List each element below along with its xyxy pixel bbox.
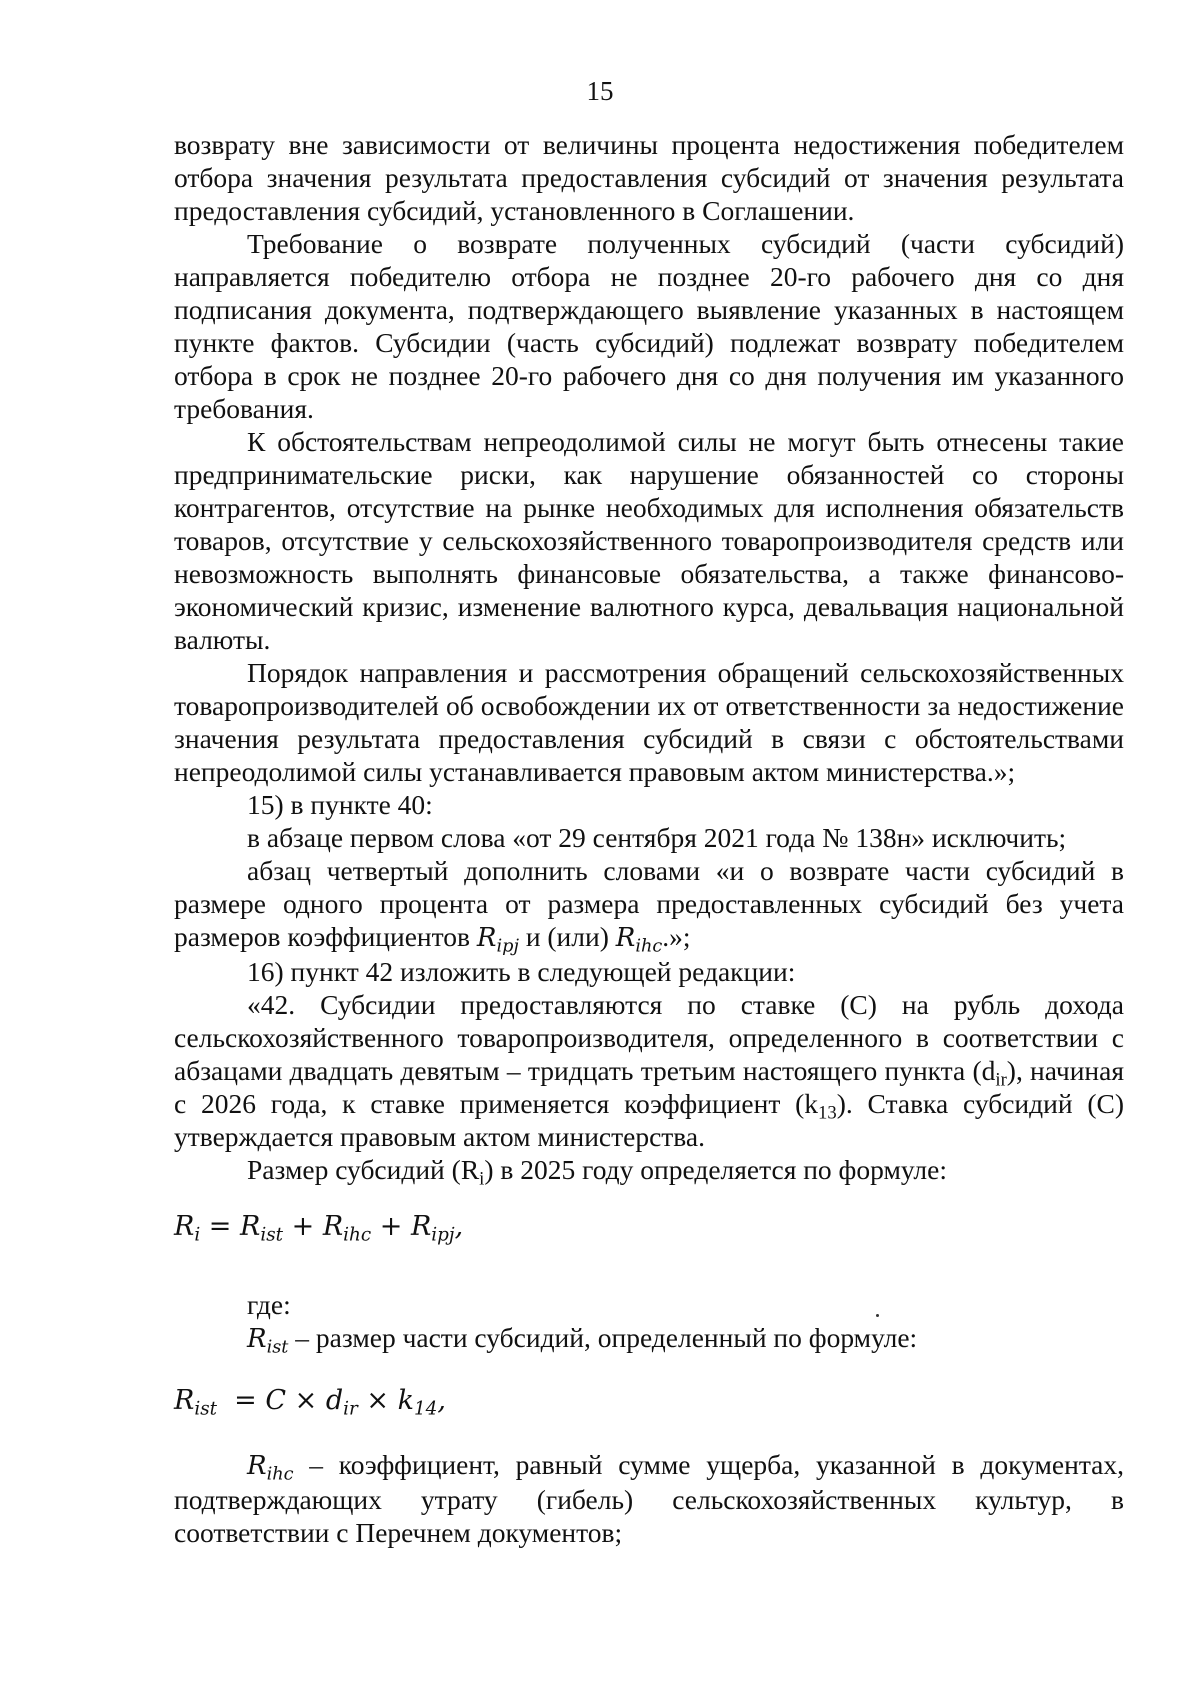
paragraph-12: [174, 1321, 1124, 1356]
paragraph-4: Порядок направления и рассмотрения обращений сельскохозяйственных товаропроизводителей об освобождении их от ответственности за недостижение значения результата предоставления субсидий в связи с обстоятельствами непреодолимой силы устанавливается правовым актом министерства.»;: [174, 657, 1124, 787]
formula-rist: $R_{ist} = C \times d_{ir} \times k_{14}$,: [174, 1385, 446, 1420]
paragraph-7: [174, 854, 1124, 955]
document-body: [174, 128, 1124, 1549]
paragraph-11: где:: [247, 1289, 291, 1320]
paragraph-10-text-b: ) в 2025 году определяется по формуле:: [484, 1154, 947, 1185]
paragraph-7-text-a: абзац четвертый дополнить словами «и о возврате части субсидий в размере одного процента от размера предоставленных субсидий без учета размеров коэффициентов: [174, 855, 1124, 952]
paragraph-3: К обстоятельствам непреодолимой силы не могут быть отнесены такие предпринимательские риски, как нарушение обязанностей со стороны контрагентов, отсутствие на рынке необходимых для исполнения обязательств товаров, отсутствие у сельскохозяйственного товаропроизводителя средств или невозможность выполнять финансовые обязательства, а также финансово-экономический кризис, изменение валютного курса, девальвация национальной валюты.: [174, 426, 1124, 655]
paragraph-13-text: – коэффициент, равный сумме ущерба, указанной в документах, подтверждающих утрату (гибель) сельскохозяйственных культур, в соответствии с Перечнем документов;: [174, 1449, 1124, 1548]
symbol-k-13: $k_{13}$: [804, 1088, 837, 1124]
paragraph-10: [174, 1153, 1124, 1190]
symbol-r-ist: $R_{ist}$: [247, 1324, 289, 1358]
paragraph-1: возврату вне зависимости от величины процента недостижения победителем отбора значения результата предоставления субсидий от значения результата предоставления субсидий, установленного в Соглашении.: [174, 129, 1124, 226]
paragraph-6: в абзаце первом слова «от 29 сентября 2021 года № 138н» исключить;: [247, 822, 1067, 853]
paragraph-10-text-a: Размер субсидий (: [247, 1154, 461, 1185]
scan-dot: [876, 1314, 879, 1317]
paragraph-13: [174, 1448, 1124, 1549]
symbol-r-ihc-def: $R_{ihc}$: [247, 1451, 294, 1485]
symbol-r-ihc: $R_{ihc}$: [615, 923, 663, 957]
paragraph-9-text-a: «42. Субсидии предоставляются по ставке (С) на рубль дохода сельскохозяйственного товаропроизводителя, определенного в соответствии с абзацами двадцать девятым – тридцать третьим настоящего пункта (: [174, 989, 1124, 1086]
paragraph-7-text-c: .»;: [662, 921, 691, 952]
formula-ri: $R_i = R_{ist} + R_{ihc} + R_{ipj}$,: [174, 1211, 464, 1246]
symbol-r-ipj: $R_{ipj}$: [476, 923, 519, 957]
paragraph-9: [174, 988, 1124, 1153]
paragraph-9-text-b: ), начиная с 2026 года, к ставке применяется коэффициент (: [174, 1055, 1124, 1119]
page-number: 15: [586, 76, 614, 106]
paragraph-2: Требование о возврате полученных субсидий (части субсидий) направляется победителю отбора не позднее 20-го рабочего дня со дня подписания документа, подтверждающего выявление указанных в настоящем пункте фактов. Субсидии (часть субсидий) подлежат возврату победителем отбора в срок не позднее 20-го рабочего дня со дня получения им указанного требования.: [174, 228, 1124, 424]
symbol-r-i: $R_i$: [460, 1154, 485, 1190]
paragraph-12-text: – размер части субсидий, определенный по формуле:: [288, 1322, 918, 1353]
paragraph-5: 15) в пункте 40:: [247, 789, 433, 820]
paragraph-9-text-c: ). Ставка субсидий (С) утверждается правовым актом министерства.: [174, 1088, 1124, 1152]
paragraph-8: 16) пункт 42 изложить в следующей редакции:: [247, 956, 796, 987]
symbol-d-ir: $d_{ir}$: [981, 1055, 1007, 1091]
paragraph-7-text-b: и (или): [518, 921, 616, 952]
